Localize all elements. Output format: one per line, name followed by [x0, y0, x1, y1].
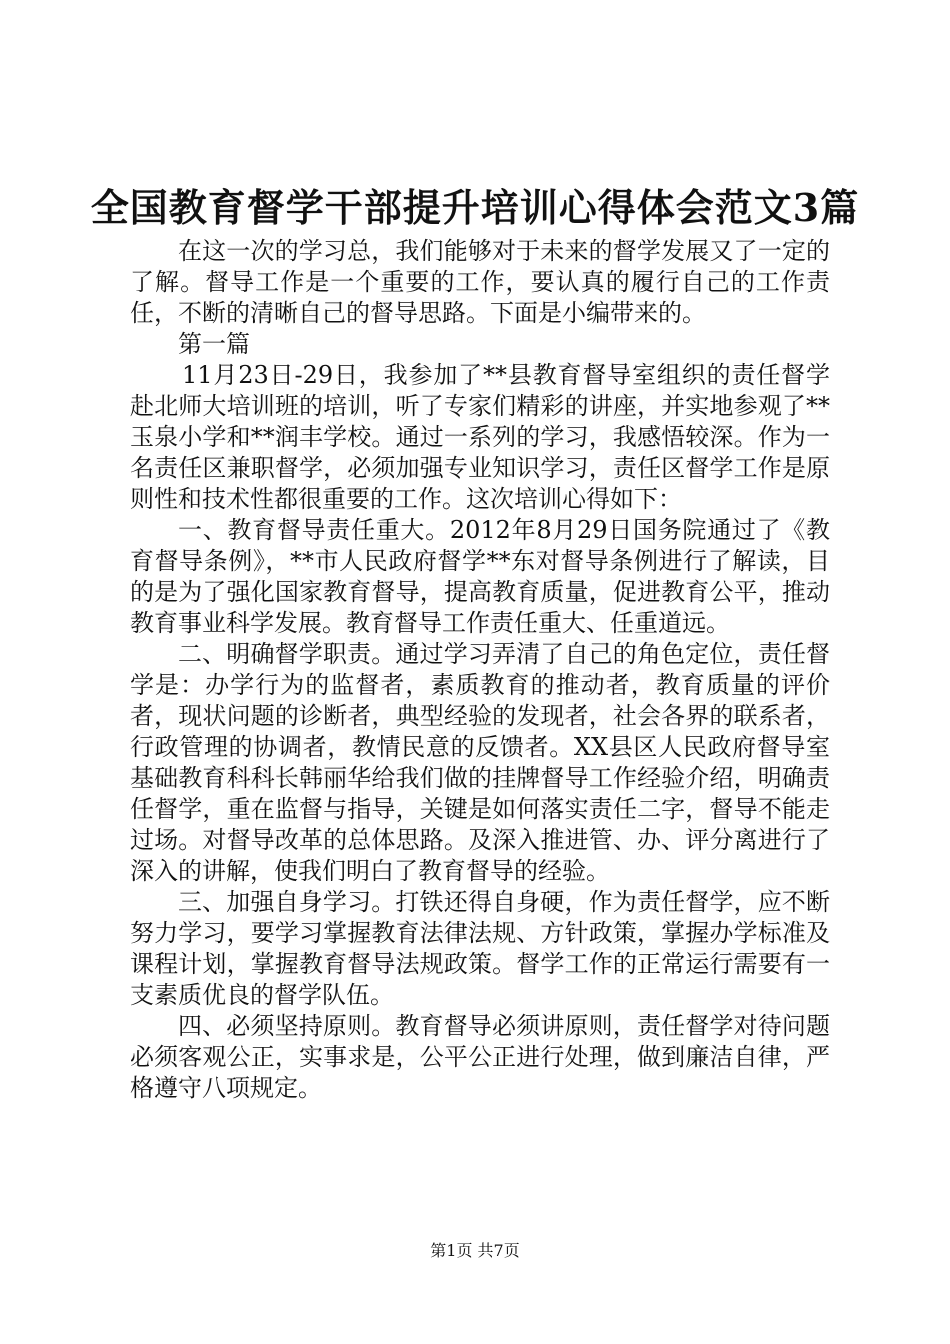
body-paragraph: 二、明确督学职责。通过学习弄清了自己的角色定位，责任督学是：办学行为的监督者，素质教育的推动者，教育质量的评价者，现状问题的诊断者，典型经验的发现者，社会各界的联系者，行政管理的协调者，教情民意的反馈者。XX县区人民政府督导室基础教育科科长韩丽华给我们做的挂牌督导工作经验介绍，明确责任督学，重在监督与指导，关键是如何落实责任二字，督导不能走过场。对督导改革的总体思路。及深入推进管、办、评分离进行了深入的讲解，使我们明白了教育督导的经验。 — [130, 640, 830, 885]
intro-paragraph: 在这一次的学习总，我们能够对于未来的督学发展又了一定的了解。督导工作是一个重要的工作，要认真的履行自己的工作责任，不断的清晰自己的督导思路。下面是小编带来的。 — [130, 237, 830, 327]
document-body — [130, 236, 830, 1104]
body-paragraph: 四、必须坚持原则。教育督导必须讲原则，责任督学对待问题必须客观公正，实事求是，公平公正进行处理，做到廉洁自律，严格遵守八项规定。 — [130, 1012, 830, 1102]
page-number: 第1页 共7页 — [430, 1241, 520, 1260]
body-paragraph: 三、加强自身学习。打铁还得自身硬，作为责任督学，应不断努力学习，要学习掌握教育法律法规、方针政策，掌握办学标准及课程计划，掌握教育督导法规政策。督学工作的正常运行需要有一支素质优良的督学队伍。 — [130, 888, 830, 1009]
body-paragraph: 11月23日-29日，我参加了**县教育督导室组织的责任督学赴北师大培训班的培训，听了专家们精彩的讲座，并实地参观了**玉泉小学和**润丰学校。通过一系列的学习，我感悟较深。作为一名责任区兼职督学，必须加强专业知识学习，责任区督学工作是原则性和技术性都很重要的工作。这次培训心得如下： — [130, 361, 830, 513]
section-heading: 第一篇 — [178, 330, 250, 358]
document-title: 全国教育督学干部提升培训心得体会范文3篇 — [90, 185, 860, 230]
body-paragraph: 一、教育督导责任重大。2012年8月29日国务院通过了《教育督导条例》，**市人民政府督学**东对督导条例进行了解读，目的是为了强化国家教育督导，提高教育质量，促进教育公平，推动教育事业科学发展。教育督导工作责任重大、任重道远。 — [130, 516, 830, 637]
